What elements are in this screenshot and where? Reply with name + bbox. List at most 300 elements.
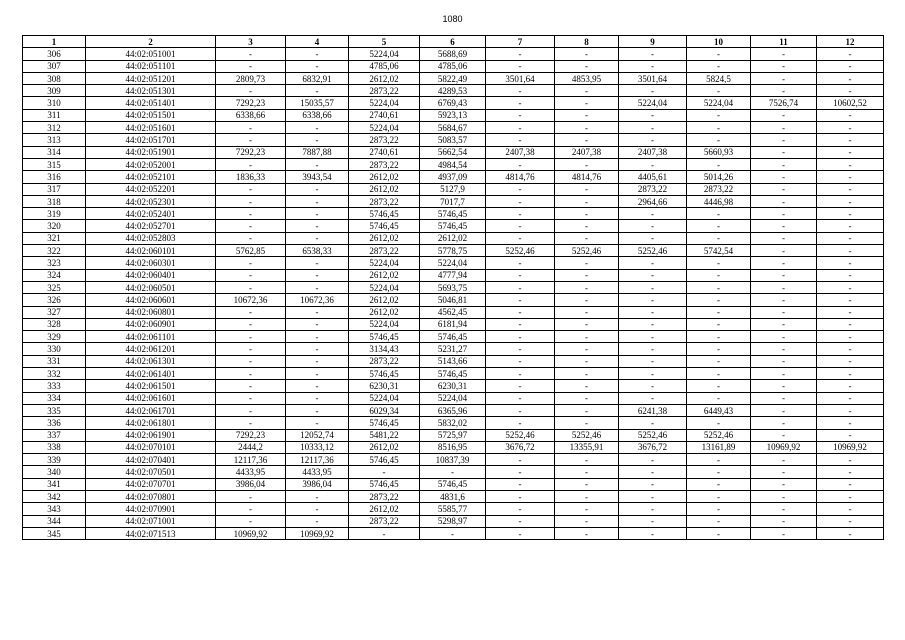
table-cell: -: [619, 281, 687, 293]
table-cell: 336: [23, 417, 86, 429]
table-cell: 6832,91: [286, 72, 349, 84]
table-cell: -: [486, 417, 555, 429]
table-cell: -: [555, 318, 619, 330]
table-cell: -: [751, 404, 817, 416]
table-cell: -: [751, 490, 817, 502]
table-cell: -: [286, 343, 349, 355]
table-cell: -: [486, 195, 555, 207]
table-cell: 339: [23, 454, 86, 466]
table-cell: -: [286, 368, 349, 380]
table-cell: -: [687, 478, 751, 490]
table-cell: 6449,43: [687, 404, 751, 416]
table-cell: -: [751, 60, 817, 72]
table-cell: 44:02:052301: [86, 195, 216, 207]
table-cell: -: [216, 281, 286, 293]
table-cell: -: [486, 281, 555, 293]
table-cell: -: [486, 380, 555, 392]
table-row: [23, 454, 884, 466]
table-cell: 44:02:052401: [86, 208, 216, 220]
table-cell: 44:02:052803: [86, 232, 216, 244]
table-cell: 44:02:051201: [86, 72, 216, 84]
column-header: 9: [619, 36, 687, 48]
table-cell: -: [687, 466, 751, 478]
table-cell: -: [751, 48, 817, 60]
table-cell: 2612,02: [349, 232, 420, 244]
table-cell: -: [486, 85, 555, 97]
table-cell: -: [286, 515, 349, 527]
table-cell: -: [687, 294, 751, 306]
table-row: [23, 232, 884, 244]
table-cell: -: [216, 392, 286, 404]
table-cell: -: [216, 306, 286, 318]
table-cell: 44:02:051901: [86, 146, 216, 158]
table-cell: -: [555, 355, 619, 367]
table-cell: 5224,04: [349, 48, 420, 60]
table-cell: -: [817, 195, 884, 207]
table-cell: -: [619, 503, 687, 515]
table-row: [23, 331, 884, 343]
table-cell: 324: [23, 269, 86, 281]
table-cell: -: [286, 183, 349, 195]
table-cell: -: [817, 515, 884, 527]
table-cell: 44:02:061401: [86, 368, 216, 380]
table-cell: -: [751, 331, 817, 343]
table-row: [23, 195, 884, 207]
table-cell: -: [751, 355, 817, 367]
table-row: [23, 392, 884, 404]
table-cell: 5662,54: [420, 146, 486, 158]
table-cell: -: [817, 85, 884, 97]
table-cell: -: [486, 97, 555, 109]
table-cell: 4433,95: [286, 466, 349, 478]
table-cell: -: [486, 109, 555, 121]
table-cell: 44:02:061701: [86, 404, 216, 416]
table-cell: 6029,34: [349, 404, 420, 416]
table-cell: 5252,46: [687, 429, 751, 441]
table-cell: 340: [23, 466, 86, 478]
table-cell: 44:02:071513: [86, 527, 216, 539]
table-cell: 325: [23, 281, 86, 293]
table-cell: 5746,45: [349, 417, 420, 429]
table-cell: 2873,22: [349, 245, 420, 257]
table-cell: 323: [23, 257, 86, 269]
table-cell: -: [216, 48, 286, 60]
table-cell: -: [216, 208, 286, 220]
table-cell: 4777,94: [420, 269, 486, 281]
table-cell: -: [817, 417, 884, 429]
table-cell: -: [817, 269, 884, 281]
table-cell: 5224,04: [349, 392, 420, 404]
table-cell: -: [619, 490, 687, 502]
table-cell: -: [817, 134, 884, 146]
table-cell: 5481,22: [349, 429, 420, 441]
table-cell: 345: [23, 527, 86, 539]
table-cell: -: [349, 527, 420, 539]
table-cell: 5585,77: [420, 503, 486, 515]
table-row: [23, 60, 884, 72]
table-cell: -: [486, 368, 555, 380]
table-cell: 44:02:060301: [86, 257, 216, 269]
table-row: [23, 478, 884, 490]
table-cell: 5224,04: [349, 281, 420, 293]
table-cell: 2612,02: [349, 72, 420, 84]
table-row: [23, 404, 884, 416]
table-cell: -: [751, 318, 817, 330]
table-cell: -: [486, 490, 555, 502]
table-cell: -: [619, 318, 687, 330]
table-cell: 4853,95: [555, 72, 619, 84]
table-cell: 5014,26: [687, 171, 751, 183]
table-cell: -: [619, 392, 687, 404]
table-cell: 7292,23: [216, 97, 286, 109]
table-row: [23, 343, 884, 355]
table-row: [23, 429, 884, 441]
table-cell: 44:02:061101: [86, 331, 216, 343]
table-cell: -: [619, 134, 687, 146]
table-cell: -: [555, 490, 619, 502]
table-cell: -: [687, 515, 751, 527]
table-cell: -: [619, 515, 687, 527]
table-row: [23, 417, 884, 429]
table-cell: -: [555, 158, 619, 170]
table-cell: -: [751, 109, 817, 121]
table-cell: -: [420, 466, 486, 478]
column-header: 7: [486, 36, 555, 48]
table-cell: -: [817, 368, 884, 380]
table-cell: 333: [23, 380, 86, 392]
table-cell: 5231,27: [420, 343, 486, 355]
table-cell: -: [817, 478, 884, 490]
table-cell: -: [751, 281, 817, 293]
table-cell: -: [555, 60, 619, 72]
table-cell: -: [751, 503, 817, 515]
table-cell: -: [555, 417, 619, 429]
table-cell: 2964,66: [619, 195, 687, 207]
table-cell: -: [486, 232, 555, 244]
table-cell: -: [817, 232, 884, 244]
table-cell: -: [687, 257, 751, 269]
table-cell: -: [619, 527, 687, 539]
table-cell: -: [687, 208, 751, 220]
table-row: [23, 318, 884, 330]
table-cell: 5746,45: [349, 368, 420, 380]
table-cell: -: [619, 355, 687, 367]
table-cell: 10969,92: [216, 527, 286, 539]
table-cell: -: [216, 368, 286, 380]
table-cell: -: [486, 294, 555, 306]
table-cell: -: [751, 146, 817, 158]
table-cell: -: [751, 306, 817, 318]
table-cell: -: [687, 48, 751, 60]
table-cell: -: [687, 158, 751, 170]
table-cell: -: [687, 122, 751, 134]
table-cell: -: [817, 245, 884, 257]
table-row: [23, 355, 884, 367]
table-cell: 44:02:060901: [86, 318, 216, 330]
table-cell: 2873,22: [349, 515, 420, 527]
column-header: 5: [349, 36, 420, 48]
table-cell: -: [619, 109, 687, 121]
table-cell: -: [687, 269, 751, 281]
table-row: [23, 171, 884, 183]
table-cell: 3501,64: [486, 72, 555, 84]
table-cell: -: [751, 85, 817, 97]
table-cell: 2612,02: [349, 306, 420, 318]
table-cell: -: [486, 454, 555, 466]
table-cell: -: [286, 134, 349, 146]
table-cell: -: [817, 72, 884, 84]
table-cell: 318: [23, 195, 86, 207]
table-cell: -: [817, 48, 884, 60]
table-cell: 44:02:061801: [86, 417, 216, 429]
table-cell: -: [817, 454, 884, 466]
table-cell: 5252,46: [619, 245, 687, 257]
table-cell: -: [486, 331, 555, 343]
table-cell: 4785,06: [420, 60, 486, 72]
table-cell: 313: [23, 134, 86, 146]
table-cell: -: [817, 404, 884, 416]
table-cell: 5688,69: [420, 48, 486, 60]
table-cell: -: [619, 294, 687, 306]
table-cell: -: [687, 368, 751, 380]
table-cell: 5224,04: [420, 257, 486, 269]
table-cell: 3986,04: [216, 478, 286, 490]
table-cell: -: [486, 134, 555, 146]
table-cell: 44:02:061201: [86, 343, 216, 355]
table-cell: 331: [23, 355, 86, 367]
table-cell: 5083,57: [420, 134, 486, 146]
table-cell: -: [216, 404, 286, 416]
table-cell: -: [751, 429, 817, 441]
table-cell: -: [555, 195, 619, 207]
table-cell: -: [216, 380, 286, 392]
table-cell: 343: [23, 503, 86, 515]
table-cell: -: [751, 380, 817, 392]
table-cell: -: [286, 490, 349, 502]
table-cell: 12117,36: [286, 454, 349, 466]
table-cell: -: [817, 109, 884, 121]
table-cell: -: [286, 60, 349, 72]
table-cell: 44:02:051001: [86, 48, 216, 60]
table-cell: -: [216, 515, 286, 527]
table-cell: 10602,52: [817, 97, 884, 109]
table-cell: -: [555, 122, 619, 134]
table-cell: -: [751, 195, 817, 207]
table-cell: 2407,38: [486, 146, 555, 158]
table-cell: 6230,31: [420, 380, 486, 392]
table-cell: -: [216, 134, 286, 146]
table-cell: -: [216, 220, 286, 232]
table-cell: -: [286, 380, 349, 392]
table-row: [23, 515, 884, 527]
table-row: [23, 466, 884, 478]
table-cell: 321: [23, 232, 86, 244]
table-cell: 4785,06: [349, 60, 420, 72]
table-cell: 312: [23, 122, 86, 134]
table-cell: -: [751, 368, 817, 380]
table-cell: 337: [23, 429, 86, 441]
data-table: [22, 35, 884, 540]
table-cell: -: [817, 220, 884, 232]
table-cell: 2612,02: [349, 294, 420, 306]
table-row: [23, 48, 884, 60]
table-cell: -: [687, 60, 751, 72]
table-cell: 2612,02: [349, 183, 420, 195]
table-cell: -: [216, 85, 286, 97]
table-cell: -: [555, 466, 619, 478]
table-cell: -: [687, 417, 751, 429]
table-cell: 5127,9: [420, 183, 486, 195]
table-cell: -: [687, 454, 751, 466]
table-cell: -: [817, 146, 884, 158]
table-cell: -: [687, 220, 751, 232]
table-cell: -: [486, 392, 555, 404]
table-cell: -: [817, 122, 884, 134]
table-cell: -: [555, 48, 619, 60]
table-cell: 6241,38: [619, 404, 687, 416]
table-cell: 5224,04: [349, 97, 420, 109]
column-header: 11: [751, 36, 817, 48]
table-cell: -: [619, 454, 687, 466]
table-cell: -: [486, 306, 555, 318]
table-cell: -: [687, 490, 751, 502]
table-cell: 5746,45: [349, 478, 420, 490]
column-header: 3: [216, 36, 286, 48]
table-row: [23, 109, 884, 121]
table-row: [23, 441, 884, 453]
table-cell: -: [751, 466, 817, 478]
table-cell: -: [555, 134, 619, 146]
column-header: 8: [555, 36, 619, 48]
table-cell: 3676,72: [619, 441, 687, 453]
table-cell: -: [817, 294, 884, 306]
table-cell: 44:02:070101: [86, 441, 216, 453]
table-cell: 2612,02: [349, 269, 420, 281]
table-cell: -: [216, 490, 286, 502]
column-header: 4: [286, 36, 349, 48]
table-cell: -: [817, 527, 884, 539]
table-cell: 320: [23, 220, 86, 232]
table-cell: -: [751, 478, 817, 490]
table-cell: 5693,75: [420, 281, 486, 293]
table-cell: -: [687, 134, 751, 146]
table-cell: 15035,57: [286, 97, 349, 109]
table-cell: -: [555, 269, 619, 281]
table-cell: 5224,04: [349, 122, 420, 134]
table-cell: -: [486, 183, 555, 195]
table-cell: -: [486, 48, 555, 60]
table-cell: 6338,66: [216, 109, 286, 121]
table-cell: 44:02:061601: [86, 392, 216, 404]
table-cell: 5822,49: [420, 72, 486, 84]
table-cell: 4289,53: [420, 85, 486, 97]
table-cell: -: [751, 158, 817, 170]
table-cell: 319: [23, 208, 86, 220]
table-cell: -: [817, 208, 884, 220]
table-cell: -: [555, 85, 619, 97]
table-cell: 3501,64: [619, 72, 687, 84]
table-cell: 6365,96: [420, 404, 486, 416]
table-cell: -: [817, 392, 884, 404]
table-cell: -: [751, 72, 817, 84]
table-cell: -: [286, 257, 349, 269]
table-cell: -: [216, 355, 286, 367]
table-row: [23, 72, 884, 84]
table-cell: 332: [23, 368, 86, 380]
table-cell: -: [555, 454, 619, 466]
table-cell: 314: [23, 146, 86, 158]
table-cell: 7887,88: [286, 146, 349, 158]
table-cell: -: [687, 109, 751, 121]
table-cell: 5725,97: [420, 429, 486, 441]
table-row: [23, 257, 884, 269]
table-cell: -: [486, 527, 555, 539]
table-cell: -: [751, 208, 817, 220]
table-cell: -: [817, 503, 884, 515]
table-cell: 5824,5: [687, 72, 751, 84]
table-cell: -: [486, 343, 555, 355]
table-cell: -: [619, 380, 687, 392]
table-cell: -: [486, 466, 555, 478]
table-cell: 5746,45: [420, 220, 486, 232]
table-cell: 44:02:070501: [86, 466, 216, 478]
table-row: [23, 527, 884, 539]
table-cell: -: [286, 318, 349, 330]
table-cell: 44:02:070901: [86, 503, 216, 515]
table-cell: -: [817, 318, 884, 330]
table-cell: -: [751, 232, 817, 244]
table-cell: -: [286, 158, 349, 170]
table-cell: 10672,36: [216, 294, 286, 306]
table-cell: -: [216, 183, 286, 195]
table-cell: 4814,76: [486, 171, 555, 183]
table-cell: -: [216, 195, 286, 207]
table-cell: -: [555, 527, 619, 539]
table-cell: 3986,04: [286, 478, 349, 490]
table-cell: 44:02:060801: [86, 306, 216, 318]
table-cell: 44:02:060501: [86, 281, 216, 293]
table-cell: -: [751, 515, 817, 527]
table-cell: 44:02:052201: [86, 183, 216, 195]
table-cell: 13161,89: [687, 441, 751, 453]
table-cell: -: [619, 122, 687, 134]
table-cell: 3943,54: [286, 171, 349, 183]
table-cell: -: [817, 429, 884, 441]
table-cell: -: [687, 355, 751, 367]
table-cell: 4937,09: [420, 171, 486, 183]
table-cell: -: [751, 245, 817, 257]
table-cell: 44:02:051701: [86, 134, 216, 146]
table-cell: 2873,22: [349, 355, 420, 367]
table-cell: 3134,43: [349, 343, 420, 355]
table-cell: -: [619, 232, 687, 244]
table-cell: -: [555, 478, 619, 490]
table-cell: -: [286, 269, 349, 281]
table-row: [23, 490, 884, 502]
table-cell: -: [286, 503, 349, 515]
table-cell: 44:02:071001: [86, 515, 216, 527]
table-cell: -: [486, 269, 555, 281]
table-row: [23, 380, 884, 392]
table-cell: 5684,67: [420, 122, 486, 134]
table-cell: -: [687, 318, 751, 330]
table-cell: 328: [23, 318, 86, 330]
table-cell: -: [555, 281, 619, 293]
table-row: [23, 281, 884, 293]
table-cell: 10333,12: [286, 441, 349, 453]
table-cell: 5746,45: [349, 208, 420, 220]
table-cell: 8516,95: [420, 441, 486, 453]
